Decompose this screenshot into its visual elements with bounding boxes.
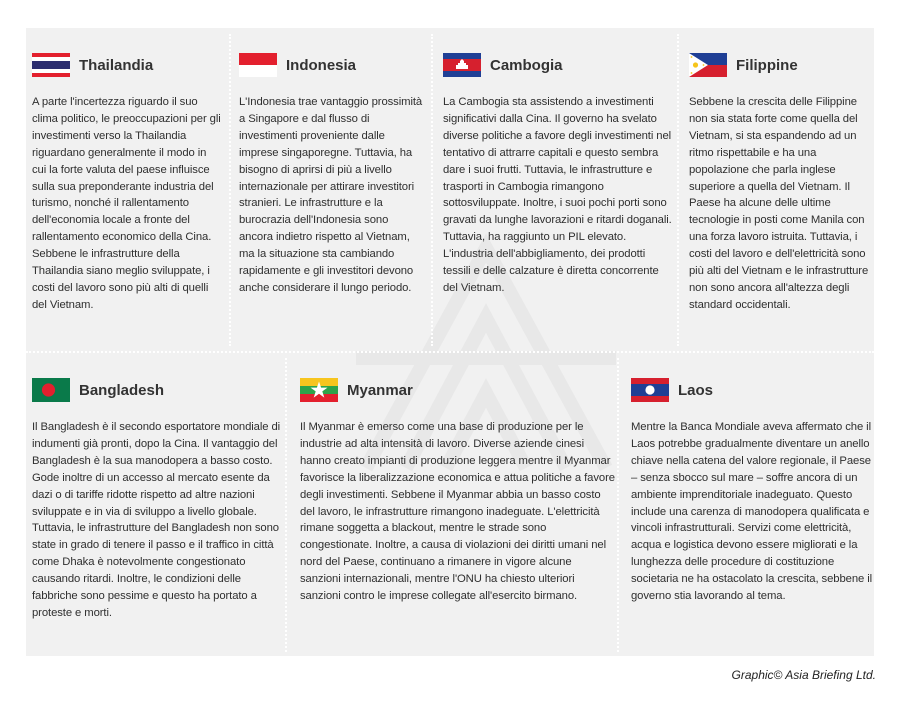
country-description: Sebbene la crescita delle Filippine non sia stata forte come quella del Vietnam, si sta espandendo ad un ritmo rispettabile e ha una popolazione che parla inglese superiore a quella del Vietnam. Il Paese ha alcune delle ultime tecnologie in posti come Manila con una forza lavoro istruita. Tuttavia, i costi del lavoro e dell'elettricità sono più alti del Vietnam e le infrastrutture non sono ancora all'altezza degli standard occidentali.	[689, 96, 869, 311]
graphic-credit: Graphic© Asia Briefing Ltd.	[731, 668, 876, 682]
divider	[431, 34, 433, 346]
country-card-thailand	[32, 52, 222, 314]
indonesia-flag-icon	[239, 53, 277, 77]
country-card-bangladesh	[32, 377, 282, 622]
card-header	[631, 377, 873, 403]
cambodia-flag-icon	[443, 53, 481, 77]
bangladesh-flag-icon	[32, 378, 70, 402]
thailand-flag-icon	[32, 53, 70, 77]
country-description: Il Myanmar è emerso come una base di produzione per le industrie ad alta intensità di lavoro. Diverse aziende cinesi hanno creato impianti di produzione leggera mentre il Myanmar favorisce la liberalizzazione economica e attua politiche a favore degli investimenti. Sebbene il Myanmar abbia un basso costo del lavoro, le infrastrutture rimangono inadeguate. L'elettricità rimane soggetta a blackout, mentre le strade sono congestionate. Inoltre, a causa di violazioni dei diritti umani nel nord del Paese, continuano a rimanere in vigore alcune sanzioni internazionali, mentre l'ONU ha chiesto ulteriori sanzioni contro le imprese collegate all'esercito birmano.	[300, 421, 615, 603]
divider	[26, 351, 874, 353]
country-description: A parte l'incertezza riguardo il suo clima politico, le preoccupazioni per gli investimenti verso la Thailandia riguardano generalmente il modo in cui la forte valuta del paese influisce sulla sua preponderante industria del turismo, nonché il rallentamento dell'economia locale a fronte del rallentamento economico della Cina. Sebbene le infrastrutture della Thailandia siano meglio sviluppate, i costi del lavoro sono più alti di quelli del Vietnam.	[32, 96, 221, 311]
country-name: Thailandia	[79, 56, 154, 74]
myanmar-flag-icon	[300, 378, 338, 402]
divider	[285, 358, 287, 652]
philippines-flag-icon	[689, 53, 727, 77]
card-header	[689, 52, 869, 78]
card-header	[32, 377, 282, 403]
card-header	[443, 52, 673, 78]
divider	[677, 34, 679, 346]
country-name: Laos	[678, 381, 714, 399]
country-card-myanmar	[300, 377, 615, 605]
country-card-philippines	[689, 52, 869, 314]
country-card-indonesia	[239, 52, 424, 297]
divider	[617, 358, 619, 652]
card-header	[239, 52, 424, 78]
country-name: Filippine	[736, 56, 798, 74]
country-description: Mentre la Banca Mondiale aveva affermato che il Laos potrebbe gradualmente diventare un anello chiave nella catena del valore regionale, il Paese – senza sbocco sul mare – soffre ancora di un ambiente imprenditoriale inadeguato. Questo include una carenza di manodopera qualificata e vincoli infrastrutturali. Servizi come elettricità, acqua e logistica devono essere migliorati e la lunghezza delle procedure di costituzione societaria ne ha ostacolato la crescita, sebbene il governo stia lavorando al tema.	[631, 421, 873, 603]
country-name: Cambogia	[490, 56, 563, 74]
card-header	[300, 377, 615, 403]
country-card-laos	[631, 377, 873, 605]
country-card-cambodia	[443, 52, 673, 297]
country-description: L'Indonesia trae vantaggio prossimità a Singapore e dal flusso di investimenti proveniente dalle imprese singaporegne. Tuttavia, ha bisogno di aprirsi di più a livello internazionale per attirare investitori stranieri. Le infrastrutture e la burocrazia dell'Indonesia sono ancora indietro rispetto al Vietnam, ma la situazione sta cambiando rapidamente e gli investitori devono anche considerare il lungo periodo.	[239, 96, 423, 294]
card-header	[32, 52, 222, 78]
country-description: La Cambogia sta assistendo a investimenti significativi dalla Cina. Il governo ha svelato diverse politiche a favore degli investimenti nel tentativo di attrarre capitali e questo sembra dare i suoi frutti. Tuttavia, le infrastrutture e trasporti in Cambogia rimangono sottosviluppate. Inoltre, i suoi pochi porti sono gravati da lunghe lavorazioni e ritardi doganali. Tuttavia, ha raggiunto un PIL elevato. L'industria dell'abbigliamento, dei prodotti tessili e delle calzature è diretta concorrente del Vietnam.	[443, 96, 672, 294]
country-name: Myanmar	[347, 381, 413, 399]
country-description: Il Bangladesh è il secondo esportatore mondiale di indumenti già pronti, dopo la Cina. Il vantaggio del Bangladesh è la sua manodopera a basso costo. Gode inoltre di un accesso al mercato esente da dazi o di tariffe ridotte rispetto ad altre nazioni sviluppate e in via di sviluppo a livello globale. Tuttavia, le infrastrutture del Bangladesh non sono state in grado di tenere il passo e il traffico in città come Dhaka è notevolmente congestionato causando ritardi. Inoltre, le condizioni delle fabbriche sono pessime e questo ha portato a proteste e morti.	[32, 421, 281, 619]
divider	[229, 34, 231, 346]
laos-flag-icon	[631, 378, 669, 402]
country-name: Bangladesh	[79, 381, 165, 399]
country-name: Indonesia	[286, 56, 357, 74]
